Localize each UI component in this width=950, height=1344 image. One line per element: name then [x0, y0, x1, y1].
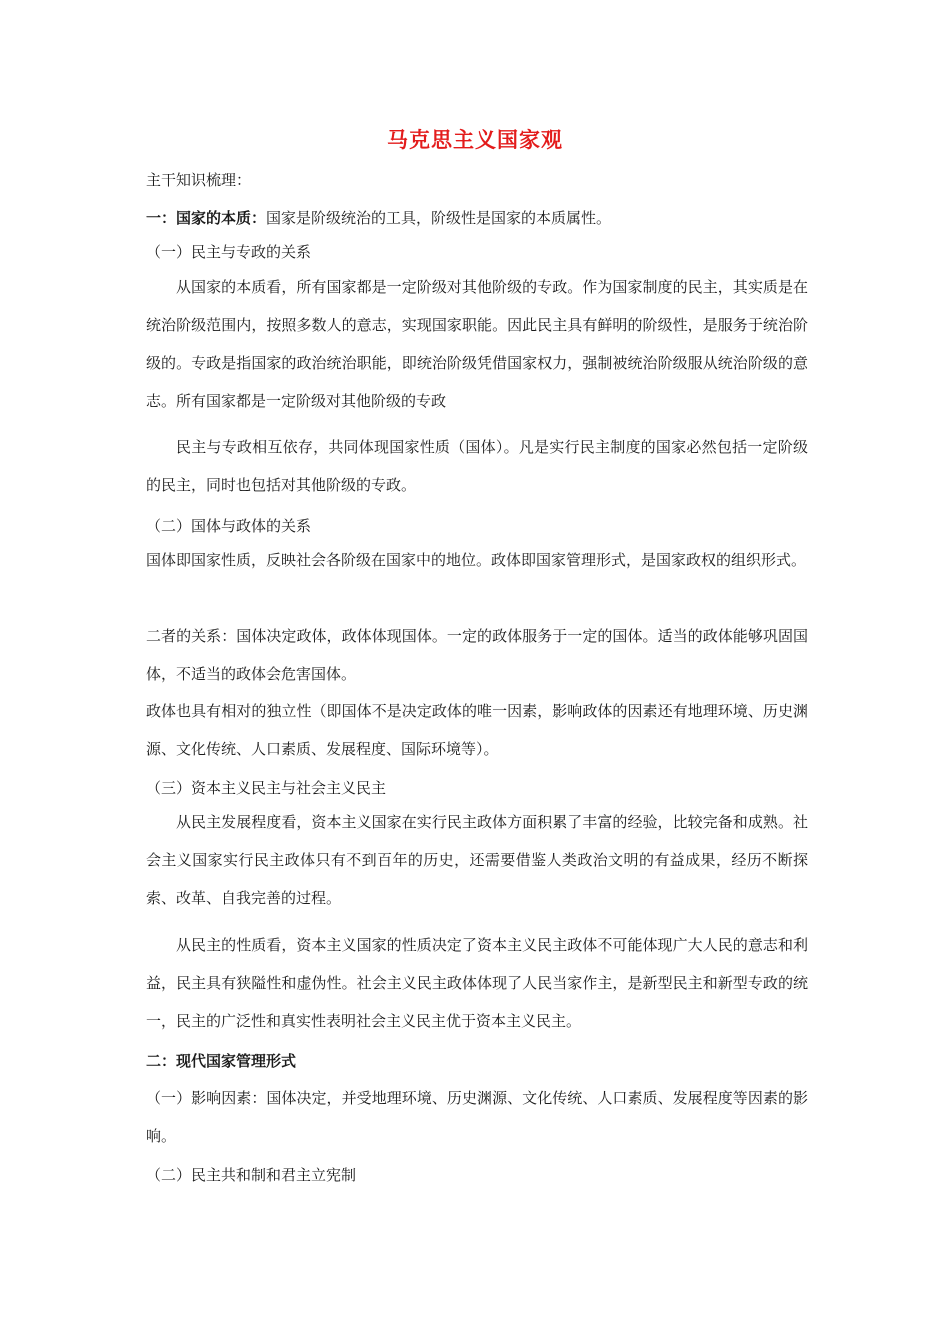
- section1-sub3-paragraph-1: 从民主发展程度看，资本主义国家在实行民主政体方面积累了丰富的经验，比较完备和成熟。社会主义国家实行民主政体只有不到百年的历史，还需要借鉴人类政治文明的有益成果，经历不断探索、改革、自我完善的过程。: [146, 813, 808, 907]
- section1-sub2-paragraph-1: 国体即国家性质，反映社会各阶级在国家中的地位。政体即国家管理形式，是国家政权的组织形式。: [146, 551, 807, 569]
- section1-sub1-paragraph-1: 从国家的本质看，所有国家都是一定阶级对其他阶级的专政。作为国家制度的民主，其实质是在统治阶级范围内，按照多数人的意志，实现国家职能。因此民主具有鲜明的阶级性，是服务于统治阶级的。专政是指国家的政治统治职能，即统治阶级凭借国家权力，强制被统治阶级服从统治阶级的意志。所有国家都是一定阶级对其他阶级的专政: [146, 278, 808, 410]
- section1-sub3-title: （三）资本主义民主与社会主义民主: [146, 779, 387, 797]
- section1-heading-bold: 一：国家的本质：: [146, 209, 267, 227]
- intro-line: 主干知识梳理：: [146, 171, 252, 189]
- section1-sub2-paragraph-3: 政体也具有相对的独立性（即国体不是决定政体的唯一因素，影响政体的因素还有地理环境、历史渊源、文化传统、人口素质、发展程度、国际环境等）。: [146, 702, 808, 758]
- section2-heading: 二：现代国家管理形式: [146, 1052, 297, 1070]
- section1-sub1-paragraph-2: 民主与专政相互依存，共同体现国家性质（国体）。凡是实行民主制度的国家必然包括一定阶级的民主，同时也包括对其他阶级的专政。: [146, 438, 808, 494]
- section1-sub1-title: （一）民主与专政的关系: [146, 243, 312, 261]
- section1-sub2-paragraph-2: 二者的关系：国体决定政体，政体体现国体。一定的政体服务于一定的国体。适当的政体能够巩固国体，不适当的政体会危害国体。: [146, 627, 808, 683]
- section2-sub2-title: （二）民主共和制和君主立宪制: [146, 1166, 357, 1184]
- section1-heading-text: 国家是阶级统治的工具，阶级性是国家的本质属性。: [266, 209, 612, 227]
- section1-sub2-title: （二）国体与政体的关系: [146, 517, 312, 535]
- section1-heading: [146, 199, 808, 237]
- section1-sub3-paragraph-2: 从民主的性质看，资本主义国家的性质决定了资本主义民主政体不可能体现广大人民的意志和利益，民主具有狭隘性和虚伪性。社会主义民主政体体现了人民当家作主，是新型民主和新型专政的统一，民主的广泛性和真实性表明社会主义民主优于资本主义民主。: [146, 936, 808, 1030]
- document-title: 马克思主义国家观: [387, 128, 563, 152]
- section2-sub1-text: （一）影响因素：国体决定，并受地理环境、历史渊源、文化传统、人口素质、发展程度等因素的影响。: [146, 1089, 808, 1145]
